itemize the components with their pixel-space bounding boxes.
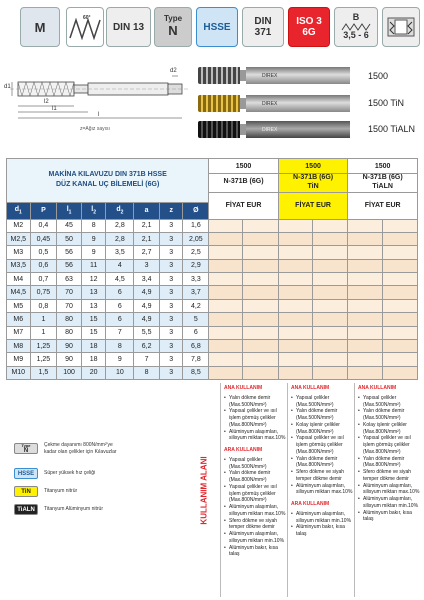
price-cell — [382, 232, 417, 245]
usage-item: • Yalın dökme demir (Max.500N/mm²) — [291, 408, 355, 422]
usage-item: • Yapısal çelikler ve ısıl işlem görmüş çelikler (Max.800N/mm²) — [224, 408, 288, 428]
price-cell — [382, 286, 417, 299]
tap-image-tialn: DIREX — [198, 120, 350, 139]
tap-label-plain: 1500 — [368, 71, 389, 81]
table-cell: 3,4 — [134, 273, 160, 286]
table-cell: 0,7 — [30, 273, 57, 286]
price-cell — [209, 340, 243, 353]
price-cell — [382, 246, 417, 259]
table-cell: 18 — [81, 353, 106, 366]
tap-image-plain: DIREX — [198, 66, 350, 85]
price-cell — [313, 313, 348, 326]
norm-tialn: N-371B (6G) TiALN — [348, 174, 418, 193]
price-cell — [348, 219, 382, 232]
price-cell — [209, 313, 243, 326]
table-cell: 2,1 — [134, 219, 160, 232]
table-cell: 50 — [57, 232, 82, 245]
price-cell — [243, 219, 278, 232]
table-cell: 90 — [57, 353, 82, 366]
table-row — [7, 313, 418, 326]
tap-image-tin: DIREX — [198, 94, 350, 113]
usage-item: • Alüminyum alaşımları, silisyum miktarı min.10% — [224, 531, 288, 545]
price-cell — [278, 273, 312, 286]
usage-column-plain — [224, 383, 288, 597]
table-cell: 3 — [159, 273, 183, 286]
usage-item: • Yalın dökme demir (Max.500N/mm²) — [358, 408, 422, 422]
price-cell — [209, 353, 243, 366]
tap-dimension-drawing — [0, 54, 200, 134]
table-cell: 70 — [57, 286, 82, 299]
price-cell — [243, 299, 278, 312]
table-cell: M9 — [7, 353, 31, 366]
price-label-plain: FİYAT EUR — [209, 192, 279, 219]
product-table — [6, 158, 418, 380]
spec-icon-strip — [4, 7, 420, 47]
price-label-tialn: FİYAT EUR — [348, 192, 418, 219]
table-cell: M2,5 — [7, 232, 31, 245]
price-cell — [278, 353, 312, 366]
price-label-tin: FİYAT EUR — [278, 192, 348, 219]
table-cell: 6 — [106, 313, 134, 326]
table-cell: 0,4 — [30, 219, 57, 232]
table-cell: 2,1 — [134, 232, 160, 245]
usage-item: • Alüminyum bakır, kısa talaş — [224, 545, 288, 559]
table-cell: 4,9 — [134, 286, 160, 299]
table-cell: 12 — [81, 273, 106, 286]
price-cell — [348, 246, 382, 259]
usage-item: • Alüminyum alaşımları, silisyum miktarı max.10% — [224, 504, 288, 518]
usage-item: • Yalın dökme demir (Max.800N/mm²) — [358, 456, 422, 470]
table-cell: 0,8 — [30, 299, 57, 312]
price-cell — [243, 232, 278, 245]
price-cell — [278, 286, 312, 299]
usage-item: • Sfero dökme ve siyah temper dökme demir — [358, 469, 422, 483]
price-cell — [243, 246, 278, 259]
table-cell: 3 — [159, 366, 183, 379]
table-cell: 8,5 — [183, 366, 209, 379]
price-cell — [313, 286, 348, 299]
table-cell: 7,8 — [183, 353, 209, 366]
usage-item: • Alüminyum bakır, kısa talaş — [291, 524, 355, 538]
price-cell — [348, 313, 382, 326]
usage-item: • Yapısal çelikler (Max.500N/mm²) — [291, 395, 355, 409]
usage-item: • Alüminyum alaşımları, silisyum miktarı max.10% — [224, 429, 288, 443]
dim-l-label: l — [98, 112, 100, 118]
price-cell — [278, 219, 312, 232]
table-cell: 5,5 — [134, 326, 160, 339]
col-header: Ø — [183, 202, 209, 219]
table-cell: 9 — [106, 353, 134, 366]
table-cell: 8 — [81, 219, 106, 232]
table-cell: 6 — [106, 299, 134, 312]
price-cell — [243, 340, 278, 353]
thread-angle-icon — [66, 7, 104, 47]
table-cell: 3,5 — [106, 246, 134, 259]
price-cell — [278, 246, 312, 259]
table-cell: 13 — [81, 299, 106, 312]
col-header: $d_2$ — [106, 202, 134, 219]
table-cell: 3 — [134, 259, 160, 272]
table-cell: 2,05 — [183, 232, 209, 245]
price-cell — [313, 353, 348, 366]
table-cell: 45 — [57, 219, 82, 232]
usage-column-tialn — [358, 383, 422, 597]
legend-item-type-n: Type N Çekme dayanımı 800N/mm²'ye kadar olan çelikler için Kılavuzlar — [14, 442, 117, 455]
norm-tin: N-371B (6G) TiN — [278, 174, 348, 193]
price-cell — [313, 299, 348, 312]
table-cell: 6 — [106, 286, 134, 299]
table-cell: 20 — [81, 366, 106, 379]
drawing-caption: z=Ağız sayısı — [80, 126, 110, 132]
table-cell: 6,2 — [134, 340, 160, 353]
table-cell: 0,6 — [30, 259, 57, 272]
price-cell — [313, 273, 348, 286]
table-cell: 3 — [159, 353, 183, 366]
col-header: $d_1$ — [7, 202, 31, 219]
table-cell: 2,5 — [183, 246, 209, 259]
table-cell: 10 — [106, 366, 134, 379]
price-cell — [278, 232, 312, 245]
table-cell: 6,8 — [183, 340, 209, 353]
usage-item: • Yapısal çelikler ve ısıl işlem görmüş çelikler (Max.800N/mm²) — [358, 435, 422, 455]
table-cell: 1 — [30, 326, 57, 339]
price-cell — [348, 286, 382, 299]
usage-heading: ANA KULLANIM — [291, 385, 330, 391]
legend-item-hsse: HSSE Süper yüksek hız çeliği — [14, 468, 95, 479]
table-cell: M2 — [7, 219, 31, 232]
dim-d1-label: d1 — [4, 84, 11, 90]
usage-item: • Alüminyum alaşımları, silisyum miktarı max.10% — [291, 483, 355, 497]
iso-tolerance-badge: ISO 3 6G — [288, 7, 330, 47]
table-row — [7, 286, 418, 299]
table-body — [7, 219, 418, 380]
price-cell — [243, 353, 278, 366]
table-row — [7, 246, 418, 259]
table-row — [7, 259, 418, 272]
col-header: z — [159, 202, 183, 219]
usage-area-label: KULLANIM ALANI — [199, 455, 209, 525]
table-cell: 15 — [81, 326, 106, 339]
price-cell — [313, 326, 348, 339]
price-cell — [382, 326, 417, 339]
col-header: $l_2$ — [81, 202, 106, 219]
table-cell: 13 — [81, 286, 106, 299]
price-cell — [209, 326, 243, 339]
table-cell: 7 — [106, 326, 134, 339]
table-cell: M3,5 — [7, 259, 31, 272]
table-cell: 7 — [134, 353, 160, 366]
table-cell: 6 — [183, 326, 209, 339]
tap-label-tin: 1500 TiN — [368, 98, 405, 108]
legend-item-tin: TiN Titanyum nitrür — [14, 486, 77, 497]
table-row — [7, 232, 418, 245]
price-cell — [348, 340, 382, 353]
metric-thread-badge: M — [20, 7, 60, 47]
col-header: $l_1$ — [57, 202, 82, 219]
table-cell: 3 — [159, 286, 183, 299]
price-cell — [348, 273, 382, 286]
price-cell — [348, 299, 382, 312]
price-cell — [382, 340, 417, 353]
table-cell: 4 — [106, 259, 134, 272]
thread-profile-icon — [68, 12, 102, 42]
dim-l2-label: l2 — [44, 99, 49, 105]
table-cell: 8 — [106, 340, 134, 353]
table-cell: 15 — [81, 313, 106, 326]
table-cell: 4,9 — [134, 313, 160, 326]
tap-label-tialn: 1500 TiALN — [368, 124, 416, 134]
price-cell — [209, 259, 243, 272]
table-row — [7, 340, 418, 353]
table-cell: 3 — [159, 232, 183, 245]
dim-d2-label: d2 — [170, 68, 177, 74]
table-cell: M4,5 — [7, 286, 31, 299]
table-cell: 2,8 — [106, 232, 134, 245]
table-row — [7, 299, 418, 312]
table-cell: M3 — [7, 246, 31, 259]
table-cell: 1,25 — [30, 353, 57, 366]
table-cell: 1 — [30, 313, 57, 326]
price-cell — [209, 246, 243, 259]
table-cell: 56 — [57, 246, 82, 259]
usage-item: • Yalın dökme demir (Max.800N/mm²) — [291, 456, 355, 470]
svg-text:60°: 60° — [83, 15, 91, 21]
table-cell: 2,7 — [134, 246, 160, 259]
table-cell: 1,6 — [183, 219, 209, 232]
price-cell — [243, 259, 278, 272]
price-cell — [278, 259, 312, 272]
table-cell: 100 — [57, 366, 82, 379]
table-cell: 4,5 — [106, 273, 134, 286]
price-cell — [382, 259, 417, 272]
table-title: MAKİNA KILAVUZU DIN 371B HSSE DÜZ KANAL UÇ BİLEMELİ (6G) — [7, 159, 209, 203]
price-cell — [243, 313, 278, 326]
table-cell: M5 — [7, 299, 31, 312]
table-cell: 56 — [57, 259, 82, 272]
table-cell: 3 — [159, 246, 183, 259]
usage-item: • Alüminyum bakır, kısa talaş — [358, 510, 422, 524]
legend-item-tialn: TiALN Titanyum Alüminyum nitrür — [14, 504, 103, 515]
price-cell — [313, 219, 348, 232]
table-cell: M10 — [7, 366, 31, 379]
usage-column-tin — [291, 383, 355, 597]
price-cell — [382, 313, 417, 326]
price-cell — [209, 299, 243, 312]
price-cell — [209, 273, 243, 286]
table-cell: 11 — [81, 259, 106, 272]
table-cell: 90 — [57, 340, 82, 353]
table-cell: 9 — [81, 232, 106, 245]
usage-item: • Yalın dökme demir (Max.800N/mm²) — [224, 470, 288, 484]
dim-l1-label: l1 — [52, 106, 57, 112]
norm-plain: N-371B (6G) — [209, 174, 279, 193]
chamfer-badge: B 3,5 - 6 — [334, 7, 378, 47]
table-cell: 3 — [159, 299, 183, 312]
table-cell: 8 — [134, 366, 160, 379]
table-row — [7, 219, 418, 232]
table-cell: 0,75 — [30, 286, 57, 299]
table-cell: 3 — [159, 340, 183, 353]
price-cell — [313, 366, 348, 379]
blind-hole-icon — [382, 7, 420, 47]
type-badge: Type N — [154, 7, 192, 47]
usage-item: • Alüminyum alaşımları, silisyum miktarı min.10% — [291, 511, 355, 525]
price-cell — [278, 340, 312, 353]
table-cell: 80 — [57, 313, 82, 326]
table-cell: 80 — [57, 326, 82, 339]
din13-badge: DIN 13 — [106, 7, 151, 47]
table-cell: 4,2 — [183, 299, 209, 312]
table-cell: 1,5 — [30, 366, 57, 379]
table-cell: 2,9 — [183, 259, 209, 272]
price-cell — [313, 246, 348, 259]
usage-item: • Sfero dökme ve siyah temper dökme demir — [224, 518, 288, 532]
price-cell — [278, 313, 312, 326]
table-cell: 5 — [183, 313, 209, 326]
din371-badge: DIN 371 — [242, 7, 284, 47]
usage-item: • Kolay işlenir çelikler (Max.800N/mm²) — [358, 422, 422, 436]
price-cell — [243, 326, 278, 339]
hsse-badge: HSSE — [196, 7, 238, 47]
price-cell — [278, 326, 312, 339]
price-cell — [348, 353, 382, 366]
price-cell — [209, 286, 243, 299]
price-cell — [382, 273, 417, 286]
table-cell: 70 — [57, 299, 82, 312]
usage-item: • Yapısal çelikler (Max.500N/mm²) — [224, 457, 288, 471]
code-1500-tialn: 1500 — [348, 159, 418, 174]
technical-drawing — [0, 54, 424, 154]
usage-item: • Yalın dökme demir (Max.500N/mm²) — [224, 395, 288, 409]
table-cell: M4 — [7, 273, 31, 286]
price-cell — [382, 299, 417, 312]
usage-item: • Sfero dökme ve siyah temper dökme demir — [291, 469, 355, 483]
usage-item: • Yapısal çelikler (Max.500N/mm²) — [358, 395, 422, 409]
price-cell — [313, 259, 348, 272]
price-cell — [243, 286, 278, 299]
price-cell — [243, 273, 278, 286]
table-cell: 63 — [57, 273, 82, 286]
price-cell — [278, 366, 312, 379]
table-cell: 0,45 — [30, 232, 57, 245]
table-cell: M8 — [7, 340, 31, 353]
usage-item: • Alüminyum alaşımları, silisyum miktarı min.10% — [358, 496, 422, 510]
table-cell: 9 — [81, 246, 106, 259]
price-cell — [382, 353, 417, 366]
usage-heading: ANA KULLANIM — [358, 385, 397, 391]
table-cell: 3 — [159, 219, 183, 232]
table-cell: M7 — [7, 326, 31, 339]
table-cell: 3,7 — [183, 286, 209, 299]
price-cell — [313, 232, 348, 245]
price-cell — [209, 219, 243, 232]
col-header: a — [134, 202, 160, 219]
table-cell: 1,25 — [30, 340, 57, 353]
table-cell: 18 — [81, 340, 106, 353]
price-cell — [313, 340, 348, 353]
usage-item: • Kolay işlenir çelikler (Max.800N/mm²) — [291, 422, 355, 436]
price-cell — [348, 232, 382, 245]
price-cell — [382, 366, 417, 379]
table-cell: 3,3 — [183, 273, 209, 286]
table-cell: 3 — [159, 313, 183, 326]
usage-item: • Yapısal çelikler ve ısıl işlem görmüş çelikler (Max.800N/mm²) — [224, 484, 288, 504]
price-cell — [382, 219, 417, 232]
usage-heading: ARA KULLANIM — [224, 447, 263, 453]
table-row — [7, 273, 418, 286]
usage-heading: ANA KULLANIM — [224, 385, 263, 391]
table-cell: 2,8 — [106, 219, 134, 232]
price-cell — [209, 366, 243, 379]
table-cell: 3 — [159, 259, 183, 272]
price-cell — [243, 366, 278, 379]
table-row — [7, 326, 418, 339]
price-cell — [348, 259, 382, 272]
price-cell — [348, 326, 382, 339]
code-1500-tin: 1500 — [278, 159, 348, 174]
table-row — [7, 353, 418, 366]
usage-heading: ARA KULLANIM — [291, 501, 330, 507]
table-cell: M6 — [7, 313, 31, 326]
table-cell: 3 — [159, 326, 183, 339]
col-header: P — [30, 202, 57, 219]
price-cell — [209, 232, 243, 245]
price-cell — [278, 299, 312, 312]
usage-item: • Yapısal çelikler ve ısıl işlem görmüş çelikler (Max.800N/mm²) — [291, 435, 355, 455]
table-cell: 4,9 — [134, 299, 160, 312]
price-cell — [348, 366, 382, 379]
code-1500-plain: 1500 — [209, 159, 279, 174]
table-cell: 0,5 — [30, 246, 57, 259]
table-row — [7, 366, 418, 379]
usage-item: • Alüminyum alaşımları, silisyum miktarı max.10% — [358, 483, 422, 497]
